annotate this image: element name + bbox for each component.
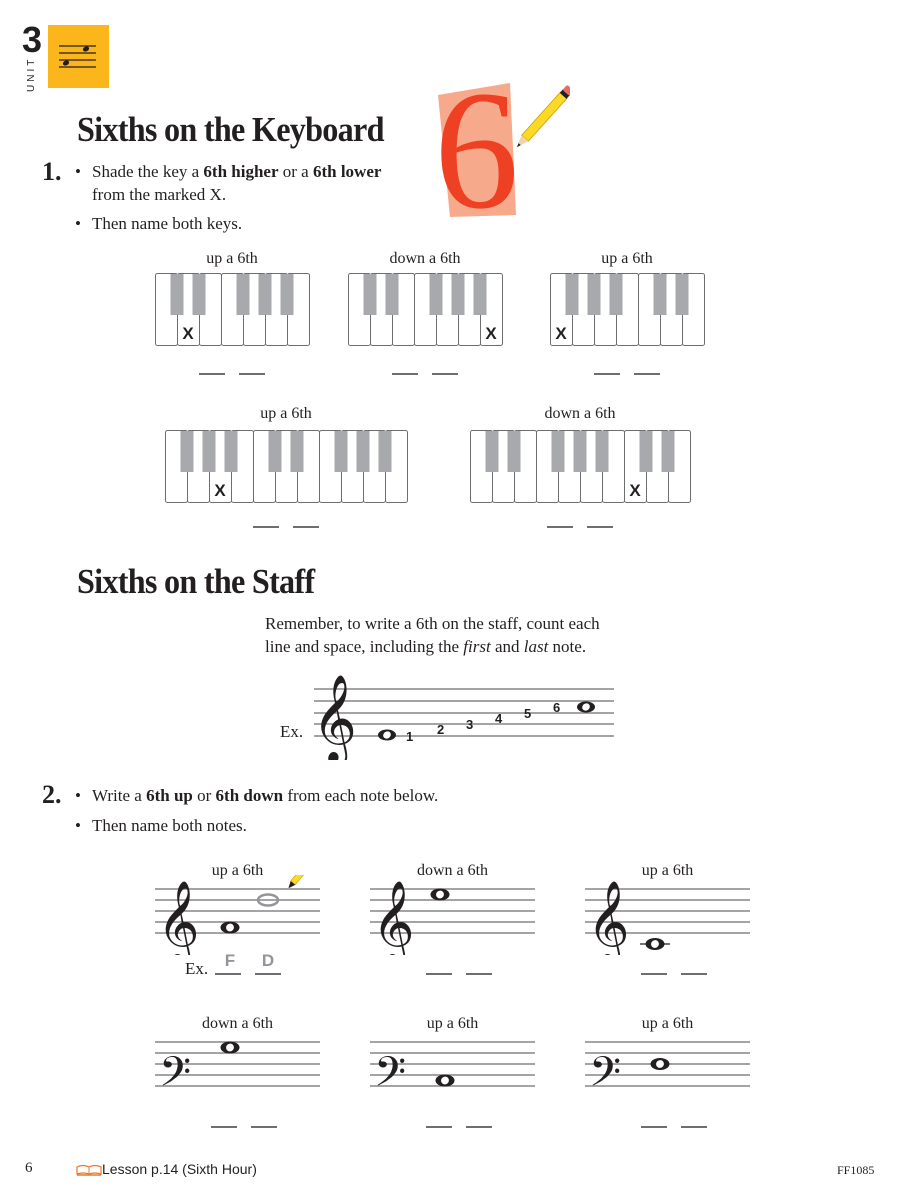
- staff-label: up a 6th: [211, 862, 264, 879]
- instruction-1b: Then name both keys.: [92, 214, 243, 233]
- staff-label: up a 6th: [641, 862, 694, 879]
- black-key[interactable]: [574, 431, 587, 472]
- black-key[interactable]: [474, 274, 487, 315]
- keyboard-diagram: [550, 273, 705, 346]
- treble-clef-icon: 𝄞: [312, 673, 357, 760]
- answer-blank[interactable]: [211, 1126, 237, 1128]
- black-key[interactable]: [662, 431, 675, 472]
- keyboard-diagram: [165, 430, 408, 503]
- book-icon: [76, 1163, 102, 1181]
- black-key[interactable]: [281, 274, 294, 315]
- section-title-keyboard: Sixths on the Keyboard: [77, 110, 384, 149]
- bullet: •: [75, 214, 81, 233]
- lesson-reference: Lesson p.14 (Sixth Hour): [102, 1161, 257, 1177]
- keyboard-label: up a 6th: [206, 250, 258, 267]
- book-code: FF1085: [837, 1163, 875, 1177]
- marked-x: X: [214, 481, 226, 500]
- answer-blank-start[interactable]: [253, 526, 279, 528]
- pencil-icon: [286, 875, 313, 890]
- treble-staff[interactable]: [155, 875, 320, 960]
- black-key[interactable]: [269, 431, 282, 472]
- exercise-number-2: 2.: [42, 780, 62, 809]
- answer-blank[interactable]: [426, 1126, 452, 1128]
- answer-blank[interactable]: [426, 973, 452, 975]
- marked-x: X: [555, 324, 567, 343]
- unit-badge-icon: [48, 25, 109, 88]
- answer-blank-end[interactable]: [587, 526, 613, 528]
- staff-label: down a 6th: [416, 862, 489, 879]
- treble-clef-icon: 𝄞: [157, 879, 200, 955]
- black-key[interactable]: [203, 431, 216, 472]
- answer-blank[interactable]: [255, 973, 281, 975]
- example-answer: D: [261, 951, 275, 970]
- keyboard-diagram: [348, 273, 503, 346]
- bullet: •: [75, 162, 81, 181]
- black-key[interactable]: [237, 274, 250, 315]
- black-key[interactable]: [291, 431, 304, 472]
- svg-text:5: 5: [524, 706, 532, 721]
- answer-blank-end[interactable]: [293, 526, 319, 528]
- answer-blank[interactable]: [466, 973, 492, 975]
- example-staff: [310, 668, 620, 765]
- black-key[interactable]: [552, 431, 565, 472]
- answer-blank-start[interactable]: [594, 373, 620, 375]
- whole-note: [431, 889, 450, 901]
- black-key[interactable]: [193, 274, 206, 315]
- black-key[interactable]: [610, 274, 623, 315]
- marked-x: X: [182, 324, 194, 343]
- svg-text:2: 2: [437, 722, 445, 737]
- bass-staff[interactable]: [370, 1028, 535, 1113]
- whole-note: [646, 938, 665, 950]
- unit-label: UNIT: [26, 56, 37, 92]
- answer-blank-start[interactable]: [547, 526, 573, 528]
- answer-blank[interactable]: [681, 973, 707, 975]
- black-key[interactable]: [181, 431, 194, 472]
- answer-blank[interactable]: [641, 1126, 667, 1128]
- svg-text:1: 1: [406, 729, 414, 744]
- black-key[interactable]: [566, 274, 579, 315]
- whole-note: [221, 1042, 240, 1054]
- black-key[interactable]: [379, 431, 392, 472]
- instruction-1a: Shade the key a 6th higher or a 6th lower from the marked X.: [92, 162, 382, 204]
- svg-text:6: 6: [434, 75, 519, 220]
- keyboard-label: up a 6th: [260, 405, 312, 422]
- keyboard-diagram: [470, 430, 691, 503]
- black-key[interactable]: [676, 274, 689, 315]
- example-prefix: Ex.: [185, 959, 209, 978]
- instruction-2a: Write a 6th up or 6th down from each note below.: [92, 786, 439, 805]
- bullet: •: [75, 816, 81, 835]
- black-key[interactable]: [654, 274, 667, 315]
- answer-blank-start[interactable]: [392, 373, 418, 375]
- answer-blank[interactable]: [466, 1126, 492, 1128]
- black-key[interactable]: [386, 274, 399, 315]
- keyboard-diagram: [155, 273, 310, 346]
- marked-x: X: [485, 324, 497, 343]
- black-key[interactable]: [364, 274, 377, 315]
- answer-blank[interactable]: [215, 973, 241, 975]
- svg-text:3: 3: [466, 717, 474, 732]
- marked-x: X: [629, 481, 641, 500]
- treble-staff[interactable]: [585, 875, 750, 960]
- staff-reminder: Remember, to write a 6th on the staff, count each line and space, including the first and last note.: [265, 614, 600, 656]
- staff-label: up a 6th: [641, 1015, 694, 1032]
- treble-clef-icon: 𝄞: [587, 879, 630, 955]
- exercise-number-1: 1.: [42, 157, 62, 186]
- example-answer: F: [224, 951, 236, 970]
- keyboard-label: down a 6th: [389, 250, 461, 267]
- black-key[interactable]: [225, 431, 238, 472]
- svg-text:6: 6: [553, 700, 561, 715]
- big-six-illustration: [430, 75, 570, 225]
- treble-clef-icon: 𝄞: [372, 879, 415, 955]
- whole-note: [651, 1058, 670, 1070]
- black-key[interactable]: [430, 274, 443, 315]
- black-key[interactable]: [508, 431, 521, 472]
- black-key[interactable]: [596, 431, 609, 472]
- answer-blank-end[interactable]: [239, 373, 265, 375]
- black-key[interactable]: [486, 431, 499, 472]
- answer-blank-end[interactable]: [634, 373, 660, 375]
- bass-clef-icon: 𝄢: [159, 1048, 192, 1106]
- black-key[interactable]: [640, 431, 653, 472]
- bass-clef-icon: 𝄢: [589, 1048, 622, 1106]
- svg-text:4: 4: [495, 711, 503, 726]
- keyboard-label: down a 6th: [544, 405, 616, 422]
- black-key[interactable]: [259, 274, 272, 315]
- page-number: 6: [25, 1160, 33, 1176]
- black-key[interactable]: [452, 274, 465, 315]
- black-key[interactable]: [357, 431, 370, 472]
- black-key[interactable]: [335, 431, 348, 472]
- answer-blank[interactable]: [251, 1126, 277, 1128]
- staff-label: up a 6th: [426, 1015, 479, 1032]
- answer-blank[interactable]: [641, 973, 667, 975]
- bass-staff[interactable]: [155, 1028, 320, 1113]
- treble-staff[interactable]: [370, 875, 535, 960]
- bass-clef-icon: 𝄢: [374, 1048, 407, 1106]
- unit-number: 3: [22, 19, 42, 60]
- answer-blank[interactable]: [681, 1126, 707, 1128]
- staff-label: down a 6th: [201, 1015, 274, 1032]
- whole-note: [436, 1075, 455, 1087]
- section-title-staff: Sixths on the Staff: [77, 562, 315, 601]
- example-label: Ex.: [280, 722, 304, 741]
- answer-blank-end[interactable]: [432, 373, 458, 375]
- bass-staff[interactable]: [585, 1028, 750, 1113]
- answer-blank-start[interactable]: [199, 373, 225, 375]
- whole-note: [221, 922, 240, 934]
- keyboard-label: up a 6th: [601, 250, 653, 267]
- bullet: •: [75, 786, 81, 805]
- instruction-2b: Then name both notes.: [92, 816, 247, 835]
- black-key[interactable]: [171, 274, 184, 315]
- black-key[interactable]: [588, 274, 601, 315]
